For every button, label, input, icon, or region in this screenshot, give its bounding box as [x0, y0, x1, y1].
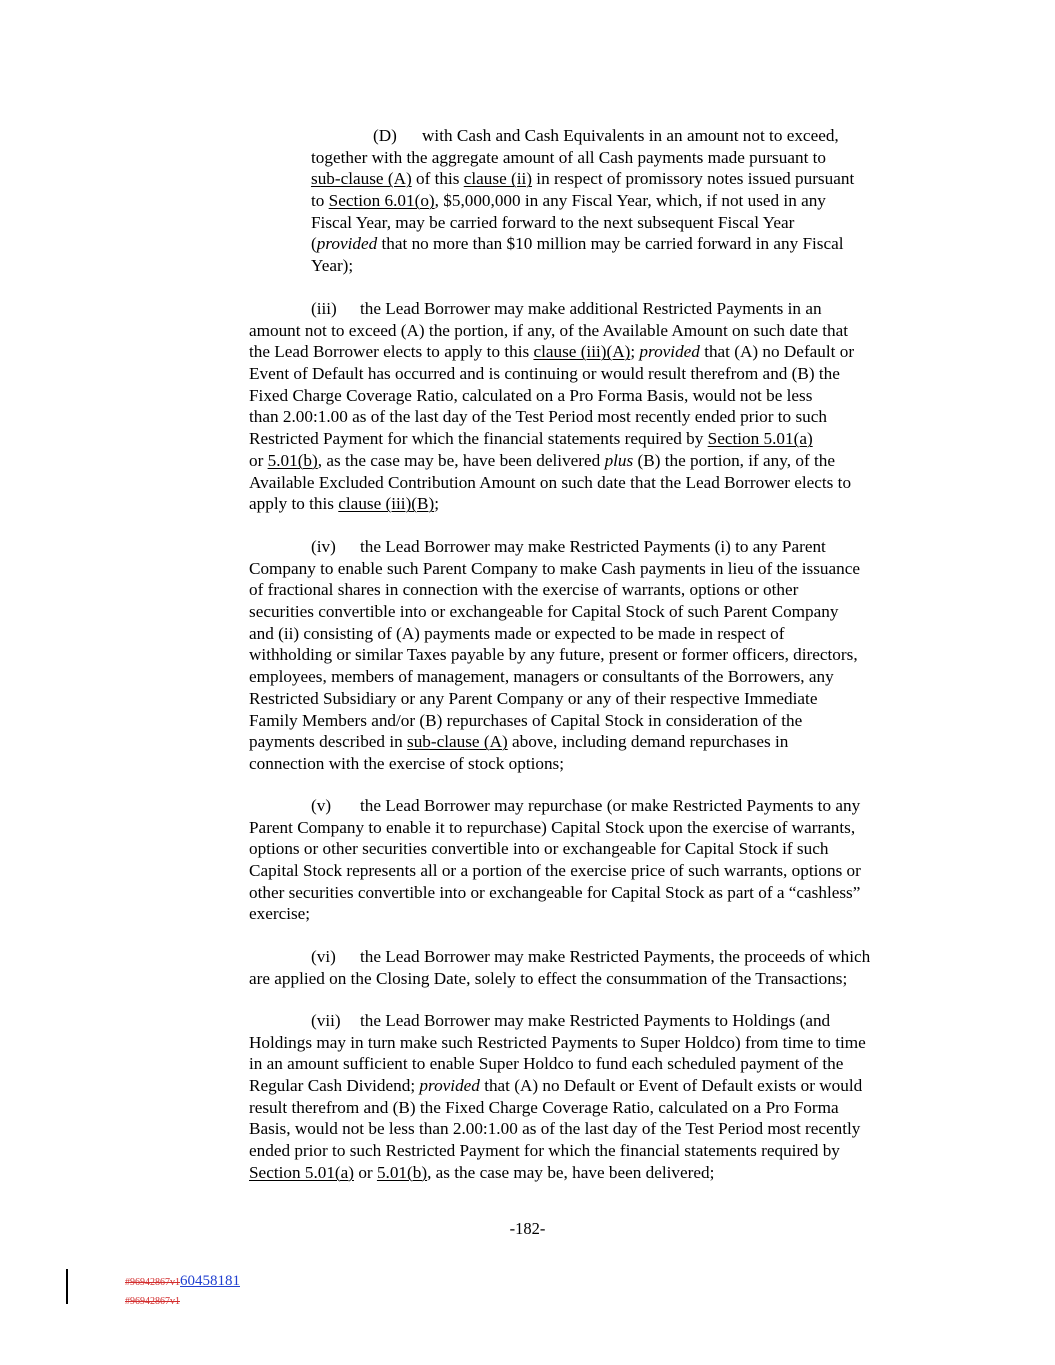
text-run: above, including demand repurchases in — [507, 732, 789, 752]
text-run: amount not to exceed (A) the portion, if any, of the Available Amount on such date that — [249, 320, 849, 340]
text-run: securities convertible into or exchangeable for Capital Stock of such Parent Company — [249, 602, 839, 622]
text-line — [249, 817, 861, 839]
clause-label: (v) — [311, 796, 332, 815]
text-run: of this — [411, 169, 464, 189]
text-line — [249, 753, 860, 775]
doc-id-inserted: 60458181 — [180, 1273, 240, 1289]
text-line — [249, 968, 870, 990]
emphasis-text: provided — [639, 342, 700, 362]
text-line — [249, 1140, 866, 1162]
text-run: (B) the portion, if any, of the — [633, 450, 835, 470]
text-run: apply to this — [249, 494, 339, 514]
text-line — [249, 363, 854, 385]
text-line — [249, 558, 860, 580]
text-line — [249, 1010, 866, 1032]
text-run: Fixed Charge Coverage Ratio, calculated on a Pro Forma Basis, would not be less — [249, 385, 813, 405]
text-line — [249, 472, 854, 494]
cross-reference: Section 5.01(a) — [707, 429, 813, 449]
cross-reference: clause (iii)(A) — [533, 342, 631, 362]
text-line — [249, 320, 854, 342]
clause-iii-paragraph — [249, 298, 854, 515]
text-run: the Lead Borrower may make Restricted Payments (i) to any Parent — [360, 537, 826, 556]
text-run: employees, members of management, managers or consultants of the Borrowers, any — [249, 667, 834, 687]
text-run: , $5,000,000 in any Fiscal Year, which, if not used in any — [434, 191, 826, 211]
text-run: Basis, would not be less than 2.00:1.00 as of the last day of the Test Period most recently — [249, 1119, 861, 1139]
text-run: the Lead Borrower elects to apply to this — [249, 342, 534, 362]
clause-vii-paragraph — [249, 1010, 866, 1184]
text-run: the Lead Borrower may make additional Restricted Payments in an — [360, 299, 822, 318]
text-run: in respect of promissory notes issued pursuant — [532, 169, 855, 189]
cross-reference: 5.01(b) — [376, 1162, 428, 1182]
text-run: in an amount sufficient to enable Super Holdco to fund each scheduled payment of the — [249, 1054, 844, 1074]
text-line — [311, 190, 854, 212]
text-line — [311, 168, 854, 190]
cross-reference: sub-clause (A) — [311, 169, 412, 189]
text-run: and (ii) consisting of (A) payments made or expected to be made in respect of — [249, 623, 785, 643]
text-line — [311, 147, 854, 169]
clause-vi-paragraph — [249, 946, 870, 989]
clause-label: (D) — [373, 126, 397, 145]
clause-label: (iv) — [311, 537, 336, 556]
doc-id-deleted: #96942867v1 — [125, 1277, 180, 1288]
text-run: Regular Cash Dividend; — [249, 1076, 420, 1096]
text-line — [249, 1032, 866, 1054]
text-run: Restricted Subsidiary or any Parent Company or any of their respective Immediate — [249, 688, 818, 708]
text-run: Parent Company to enable it to repurchase) Capital Stock upon the exercise of warrants, — [249, 817, 856, 837]
text-run: ; — [630, 342, 640, 362]
text-run: exercise; — [249, 904, 311, 924]
clause-iv-paragraph — [249, 536, 860, 775]
text-line — [249, 644, 860, 666]
text-line — [249, 860, 861, 882]
text-line — [249, 1162, 866, 1184]
footer-doc-id-line-1 — [125, 1272, 240, 1290]
text-line — [249, 731, 860, 753]
text-line — [249, 601, 860, 623]
text-run: of fractional shares in connection with the exercise of warrants, options or other — [249, 580, 799, 600]
text-run: Restricted Payment for which the financial statements required by — [249, 429, 708, 449]
cross-reference: 5.01(b) — [267, 450, 318, 470]
text-run: with Cash and Cash Equivalents in an amount not to exceed, — [422, 126, 839, 145]
cross-reference: clause (ii) — [463, 169, 532, 189]
text-run: result therefrom and (B) the Fixed Charge Coverage Ratio, calculated on a Pro Forma — [249, 1097, 839, 1117]
emphasis-text: provided — [316, 234, 378, 254]
text-run: ; — [434, 494, 439, 514]
text-run: or — [249, 450, 268, 470]
page-number: -182- — [509, 1219, 546, 1238]
text-run: together with the aggregate amount of all Cash payments made pursuant to — [311, 147, 827, 167]
text-line — [249, 903, 861, 925]
emphasis-text: provided — [419, 1076, 480, 1096]
text-run: the Lead Borrower may make Restricted Payments to Holdings (and — [360, 1011, 831, 1030]
text-line — [249, 688, 860, 710]
text-run: that (A) no Default or — [699, 342, 855, 362]
text-run: connection with the exercise of stock options; — [249, 753, 565, 773]
text-line — [249, 838, 861, 860]
text-line — [249, 450, 854, 472]
change-bar — [66, 1269, 68, 1304]
text-line — [249, 406, 854, 428]
text-run: , as the case may be, have been delivered — [317, 450, 605, 470]
cross-reference: sub-clause (A) — [407, 732, 508, 752]
text-line — [249, 493, 854, 515]
text-run: Holdings may in turn make such Restricted Payments to Super Holdco) from time to time — [249, 1032, 866, 1052]
text-run: ended prior to such Restricted Payment for which the financial statements required by — [249, 1141, 840, 1161]
emphasis-text: plus — [604, 450, 634, 470]
text-run: , as the case may be, have been delivered; — [427, 1162, 715, 1182]
text-line — [311, 233, 854, 255]
text-line — [249, 946, 870, 968]
text-run: Fiscal Year, may be carried forward to the next subsequent Fiscal Year — [311, 212, 795, 232]
text-line — [249, 1075, 866, 1097]
text-run: other securities convertible into or exchangeable for Capital Stock as part of a “cashless” — [249, 882, 861, 902]
text-line — [249, 341, 854, 363]
text-run: the Lead Borrower may repurchase (or make Restricted Payments to any — [360, 796, 861, 815]
clause-v-paragraph — [249, 795, 861, 925]
clause-label: (vii) — [311, 1011, 341, 1030]
text-run: Company to enable such Parent Company to make Cash payments in lieu of the issuance — [249, 558, 860, 578]
footer-doc-id-line-2 — [125, 1291, 180, 1309]
text-line — [249, 428, 854, 450]
text-line — [249, 623, 860, 645]
text-run: or — [354, 1162, 377, 1182]
text-run: that (A) no Default or Event of Default exists or would — [479, 1076, 863, 1096]
text-line — [311, 255, 854, 277]
text-line — [249, 536, 860, 558]
text-run: options or other securities convertible into or exchangeable for Capital Stock if such — [249, 839, 829, 859]
text-line — [249, 795, 861, 817]
text-run: than 2.00:1.00 as of the last day of the Test Period most recently ended prior to such — [249, 407, 827, 427]
text-run: are applied on the Closing Date, solely to effect the consummation of the Transactions; — [249, 968, 848, 988]
text-line — [249, 1053, 866, 1075]
text-line — [249, 710, 860, 732]
clause-d-paragraph — [311, 125, 854, 277]
text-line — [311, 212, 854, 234]
text-line — [249, 579, 860, 601]
text-run: Capital Stock represents all or a portion of the exercise price of such warrants, options or — [249, 861, 861, 881]
text-run: that no more than $10 million may be carried forward in any Fiscal — [377, 234, 844, 254]
text-line — [249, 385, 854, 407]
text-line — [249, 666, 860, 688]
cross-reference: Section 6.01(o) — [328, 191, 435, 211]
cross-reference: Section 5.01(a) — [249, 1162, 355, 1182]
text-line — [249, 882, 861, 904]
text-run: Available Excluded Contribution Amount on such date that the Lead Borrower elects to — [249, 472, 852, 492]
text-run: the Lead Borrower may make Restricted Payments, the proceeds of which — [360, 947, 871, 966]
text-run: to — [311, 191, 329, 211]
text-run: Year); — [311, 256, 354, 276]
text-run: withholding or similar Taxes payable by any future, present or former officers, directors, — [249, 645, 858, 665]
text-run: payments described in — [249, 732, 407, 752]
text-line — [311, 125, 854, 147]
clause-label: (iii) — [311, 299, 337, 318]
cross-reference: clause (iii)(B) — [338, 494, 435, 514]
text-run: ( — [311, 234, 317, 254]
text-run: Family Members and/or (B) repurchases of Capital Stock in consideration of the — [249, 710, 803, 730]
text-line — [249, 1118, 866, 1140]
text-line — [249, 298, 854, 320]
doc-id-deleted-2: #96942867v1 — [125, 1296, 180, 1307]
clause-label: (vi) — [311, 947, 336, 966]
text-run: Event of Default has occurred and is continuing or would result therefrom and (B) the — [249, 364, 840, 384]
text-line — [249, 1097, 866, 1119]
